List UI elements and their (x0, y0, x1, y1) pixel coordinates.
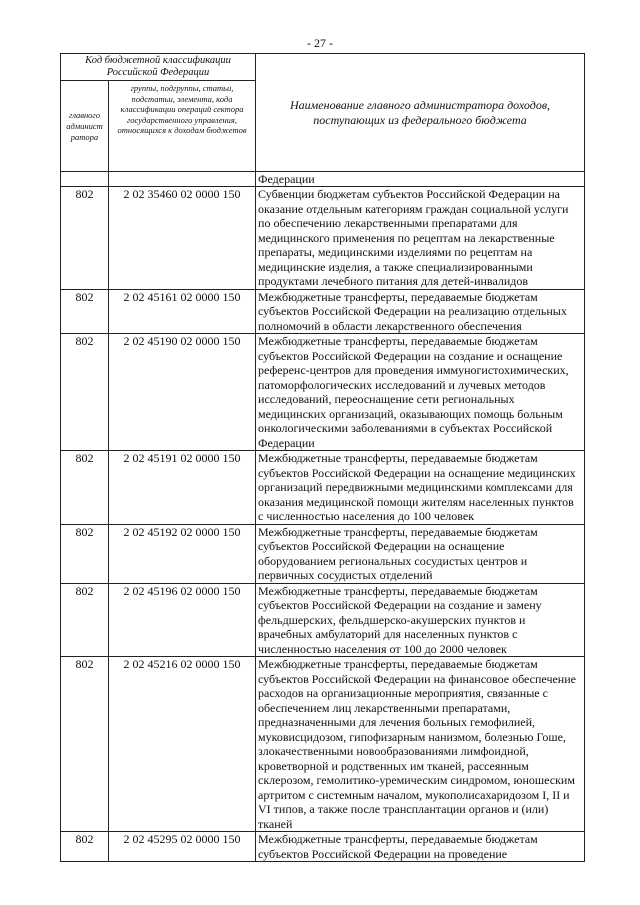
admin-code: 802 (61, 334, 109, 451)
header-administrator-name: Наименование главного администратора доходов, поступающих из федерального бюджета (256, 54, 585, 172)
admin-code: 802 (61, 187, 109, 290)
income-code: 2 02 45196 02 0000 150 (109, 583, 256, 657)
budget-classification-table (60, 53, 585, 862)
income-name: Межбюджетные трансферты, передаваемые бюджетам субъектов Российской Федерации на создание и замену фельдшерских, фельдшерско-акушерских пунктов и врачебных амбулаторий для населенных пунктов с численностью населения от 100 до 2000 человек (256, 583, 585, 657)
income-code: 2 02 35460 02 0000 150 (109, 187, 256, 290)
table-row (61, 451, 585, 525)
table-header-row (61, 54, 585, 81)
table-row (61, 657, 585, 832)
income-code: 2 02 45216 02 0000 150 (109, 657, 256, 832)
header-income-codes: группы, подгруппы, статьи, подстатьи, элемента, кода классификации операций сектора государственного управления, относящихся к доходам бюджетов (109, 81, 256, 172)
income-code: 2 02 45161 02 0000 150 (109, 289, 256, 334)
admin-code: 802 (61, 289, 109, 334)
admin-code: 802 (61, 524, 109, 583)
continuation-row (61, 172, 585, 187)
admin-code: 802 (61, 657, 109, 832)
table-row (61, 583, 585, 657)
continuation-text: Федерации (256, 172, 585, 187)
admin-code: 802 (61, 583, 109, 657)
income-name: Межбюджетные трансферты, передаваемые бюджетам субъектов Российской Федерации на реализацию отдельных полномочий в области лекарственного обеспечения (256, 289, 585, 334)
table-row (61, 289, 585, 334)
header-classification-code: Код бюджетной классификации Российской Федерации (61, 54, 256, 81)
income-name: Межбюджетные трансферты, передаваемые бюджетам субъектов Российской Федерации на проведение (256, 832, 585, 862)
income-code: 2 02 45191 02 0000 150 (109, 451, 256, 525)
income-name: Межбюджетные трансферты, передаваемые бюджетам субъектов Российской Федерации на финансовое обеспечение расходов на организационные мероприятия, связанные с обеспечением лиц лекарственными препаратами, предназначенными для лечения больных гемофилией, муковисцидозом, гипофизарным нанизмом, болезнью Гоше, злокачественными новообразованиями лимфоидной, кроветворной и родственных им тканей, рассеянным склерозом, гемолитико-уремическим синдромом, юношеским артритом с системным началом, мукополисахаридозом I, II и VI типов, а также после трансплантации органов и (или) тканей (256, 657, 585, 832)
income-code: 2 02 45295 02 0000 150 (109, 832, 256, 862)
header-chief-administrator: главного админист ратора (61, 81, 109, 172)
income-code: 2 02 45192 02 0000 150 (109, 524, 256, 583)
page-number: - 27 - (307, 36, 333, 50)
income-code: 2 02 45190 02 0000 150 (109, 334, 256, 451)
table-row (61, 832, 585, 862)
income-name: Межбюджетные трансферты, передаваемые бюджетам субъектов Российской Федерации на оснащение медицинских организаций передвижными медицинскими комплексами для оказания медицинской помощи жителям населенных пунктов с численностью населения до 100 человек (256, 451, 585, 525)
income-name: Субвенции бюджетам субъектов Российской Федерации на оказание отдельным категориям граждан социальной услуги по обеспечению лекарственными препаратами для медицинского применения по рецептам на лекарственные препараты, медицинскими изделиями по рецептам на медицинские изделия, а также специализированными продуктами лечебного питания для детей-инвалидов (256, 187, 585, 290)
income-name: Межбюджетные трансферты, передаваемые бюджетам субъектов Российской Федерации на оснащение оборудованием региональных сосудистых центров и первичных сосудистых отделений (256, 524, 585, 583)
income-name: Межбюджетные трансферты, передаваемые бюджетам субъектов Российской Федерации на создание и оснащение референс-центров для проведения иммуногистохимических, патоморфологических исследований и лучевых методов исследований, переоснащение сети региональных медицинских организаций, оказывающих помощь больным онкологическими заболеваниями в субъектах Российской Федерации (256, 334, 585, 451)
table-row (61, 187, 585, 290)
table-row (61, 334, 585, 451)
table-row (61, 524, 585, 583)
admin-code: 802 (61, 451, 109, 525)
admin-code: 802 (61, 832, 109, 862)
